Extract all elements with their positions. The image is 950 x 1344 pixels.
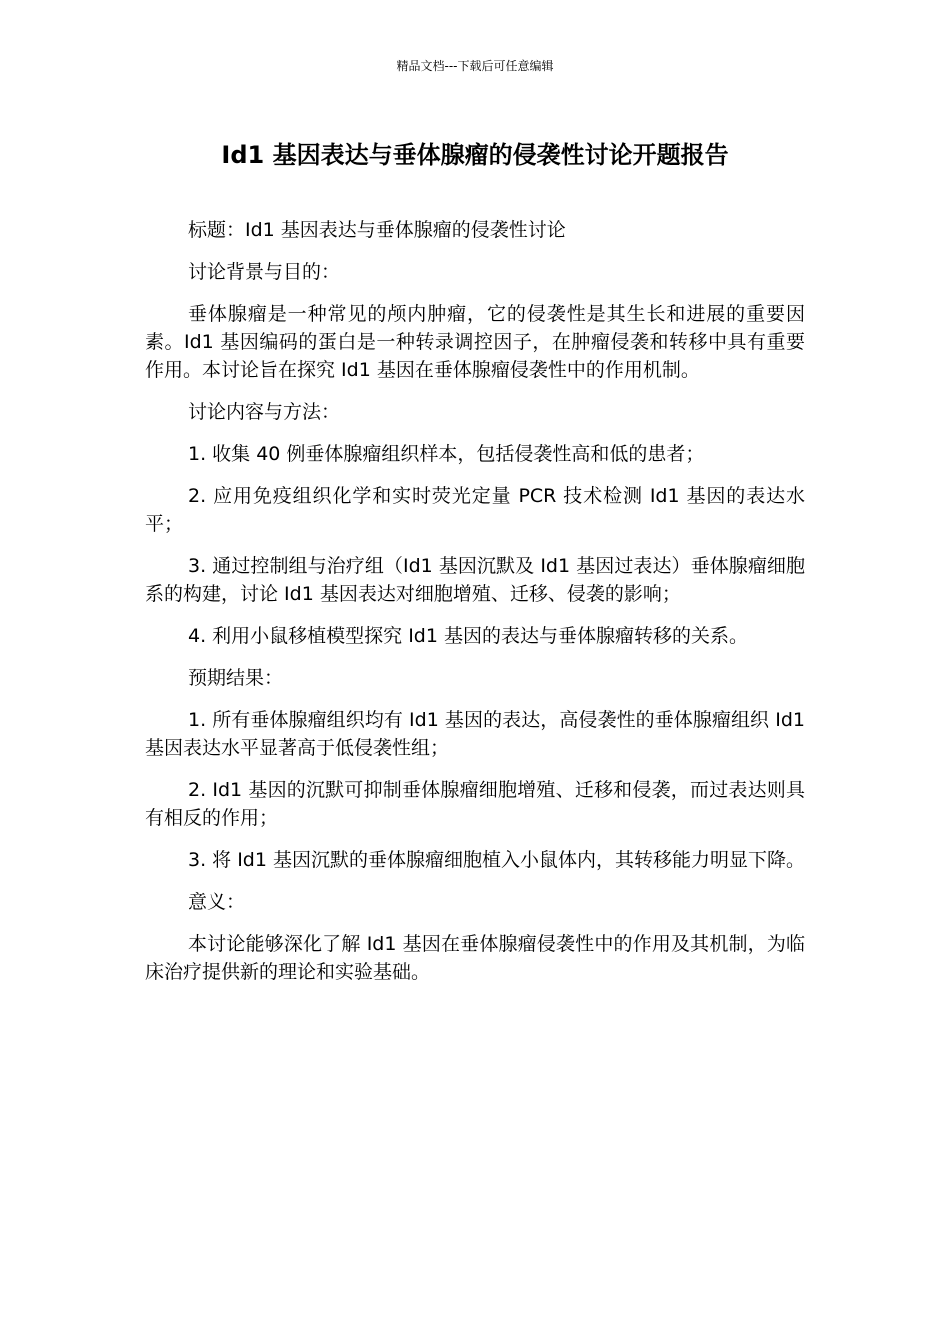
method-item-1: 1. 收集 40 例垂体腺瘤组织样本，包括侵袭性高和低的患者； (188, 443, 705, 465)
header-note: 精品文档---下载后可任意编辑 (396, 59, 554, 73)
paragraph-title-line: 标题：Id1 基因表达与垂体腺瘤的侵袭性讨论 (188, 219, 566, 241)
method-item-2: 2. 应用免疫组织化学和实时荧光定量 PCR 技术检测 Id1 基因的表达水平； (145, 485, 805, 535)
paragraph-significance: 本讨论能够深化了解 Id1 基因在垂体腺瘤侵袭性中的作用及其机制，为临床治疗提供新的理论和实验基础。 (145, 933, 805, 983)
section-heading-background: 讨论背景与目的： (188, 261, 341, 283)
page-title: Id1 基因表达与垂体腺瘤的侵袭性讨论开题报告 (221, 141, 729, 169)
section-heading-significance: 意义： (188, 891, 246, 913)
result-item-1: 1. 所有垂体腺瘤组织均有 Id1 基因的表达，高侵袭性的垂体腺瘤组织 Id1 基因表达水平显著高于低侵袭性组； (145, 709, 805, 759)
result-item-3: 3. 将 Id1 基因沉默的垂体腺瘤细胞植入小鼠体内，其转移能力明显下降。 (188, 849, 806, 871)
document-body (145, 216, 805, 1000)
result-item-2: 2. Id1 基因的沉默可抑制垂体腺瘤细胞增殖、迁移和侵袭，而过表达则具有相反的作用； (145, 779, 805, 829)
section-heading-results: 预期结果： (188, 667, 284, 689)
paragraph-background: 垂体腺瘤是一种常见的颅内肿瘤，它的侵袭性是其生长和进展的重要因素。Id1 基因编码的蛋白是一种转录调控因子，在肿瘤侵袭和转移中具有重要作用。本讨论旨在探究 Id1 基因在垂体腺瘤侵袭性中的作用机制。 (145, 303, 805, 381)
method-item-3: 3. 通过控制组与治疗组（Id1 基因沉默及 Id1 基因过表达）垂体腺瘤细胞系的构建，讨论 Id1 基因表达对细胞增殖、迁移、侵袭的影响； (145, 555, 805, 605)
method-item-4: 4. 利用小鼠移植模型探究 Id1 基因的表达与垂体腺瘤转移的关系。 (188, 625, 749, 647)
section-heading-methods: 讨论内容与方法： (188, 401, 341, 423)
